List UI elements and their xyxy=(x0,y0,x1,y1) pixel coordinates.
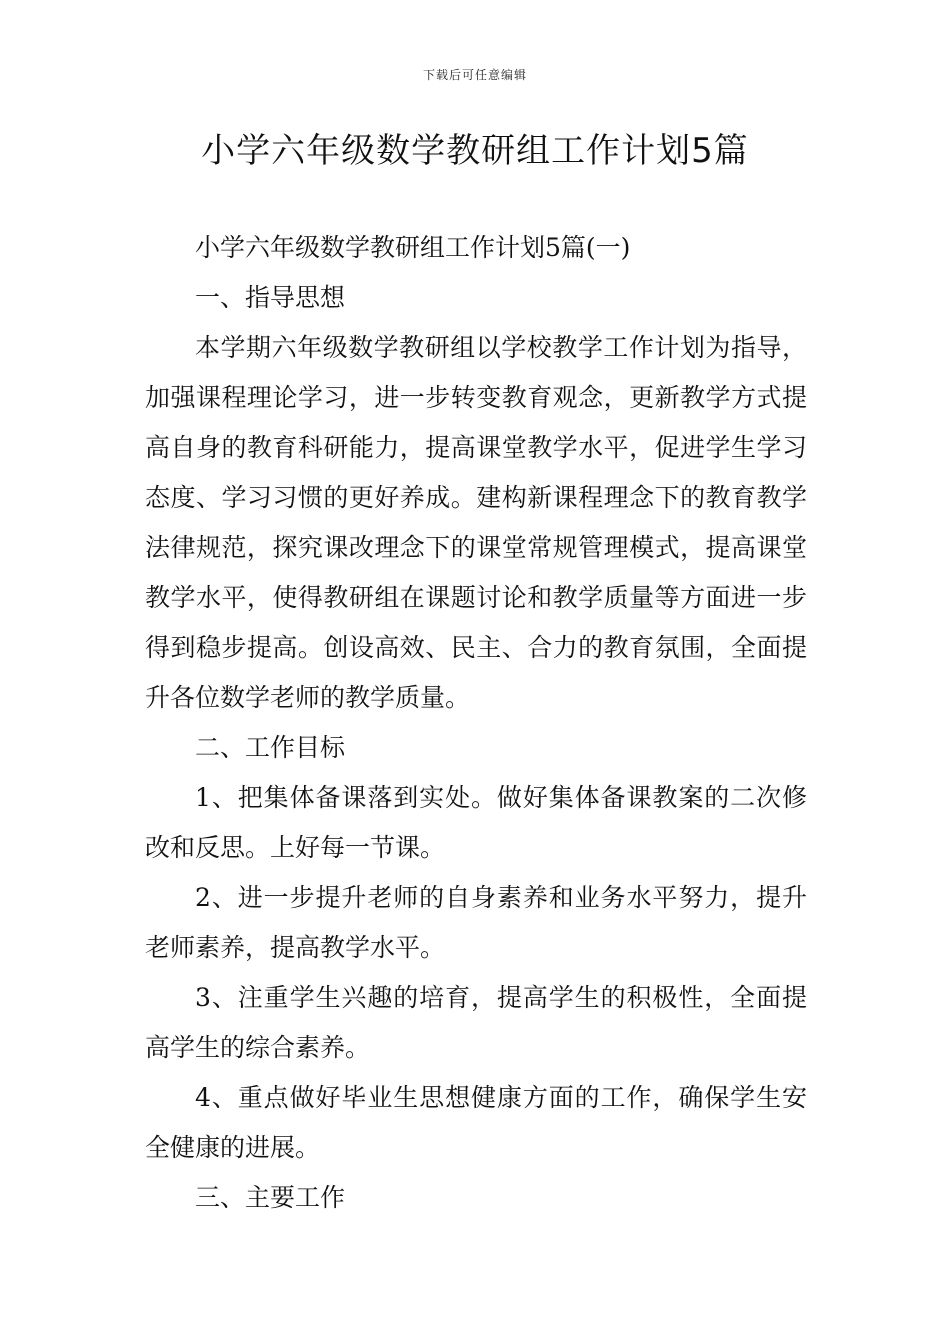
goal-item-4: 4、重点做好毕业生思想健康方面的工作，确保学生安全健康的进展。 xyxy=(145,1083,807,1162)
goal-item-1: 1、把集体备课落到实处。做好集体备课教案的二次修改和反思。上好每一节课。 xyxy=(145,783,807,862)
goal-item-2: 2、进一步提升老师的自身素养和业务水平努力，提升老师素养，提高教学水平。 xyxy=(145,883,807,962)
section-subtitle: 小学六年级数学教研组工作计划5篇(一) xyxy=(195,233,631,262)
heading-work-goals: 二、工作目标 xyxy=(195,733,346,762)
goal-item-3: 3、注重学生兴趣的培育，提高学生的积极性，全面提高学生的综合素养。 xyxy=(145,983,807,1062)
document-title: 小学六年级数学教研组工作计划5篇 xyxy=(201,131,749,171)
heading-main-work: 三、主要工作 xyxy=(195,1183,346,1212)
paragraph-guiding-thought: 本学期六年级数学教研组以学校教学工作计划为指导，加强课程理论学习，进一步转变教育观念，更新教学方式提高自身的教育科研能力，提高课堂教学水平，促进学生学习态度、学习习惯的更好养成。建构新课程理念下的教育教学法律规范，探究课改理念下的课堂常规管理模式，提高课堂教学水平，使得教研组在课题讨论和教学质量等方面进一步得到稳步提高。创设高效、民主、合力的教育氛围，全面提升各位数学老师的教学质量。 xyxy=(145,333,807,712)
header-note: 下载后可任意编辑 xyxy=(422,68,527,82)
document-body xyxy=(145,223,807,1223)
heading-guiding-thought: 一、指导思想 xyxy=(195,283,346,312)
